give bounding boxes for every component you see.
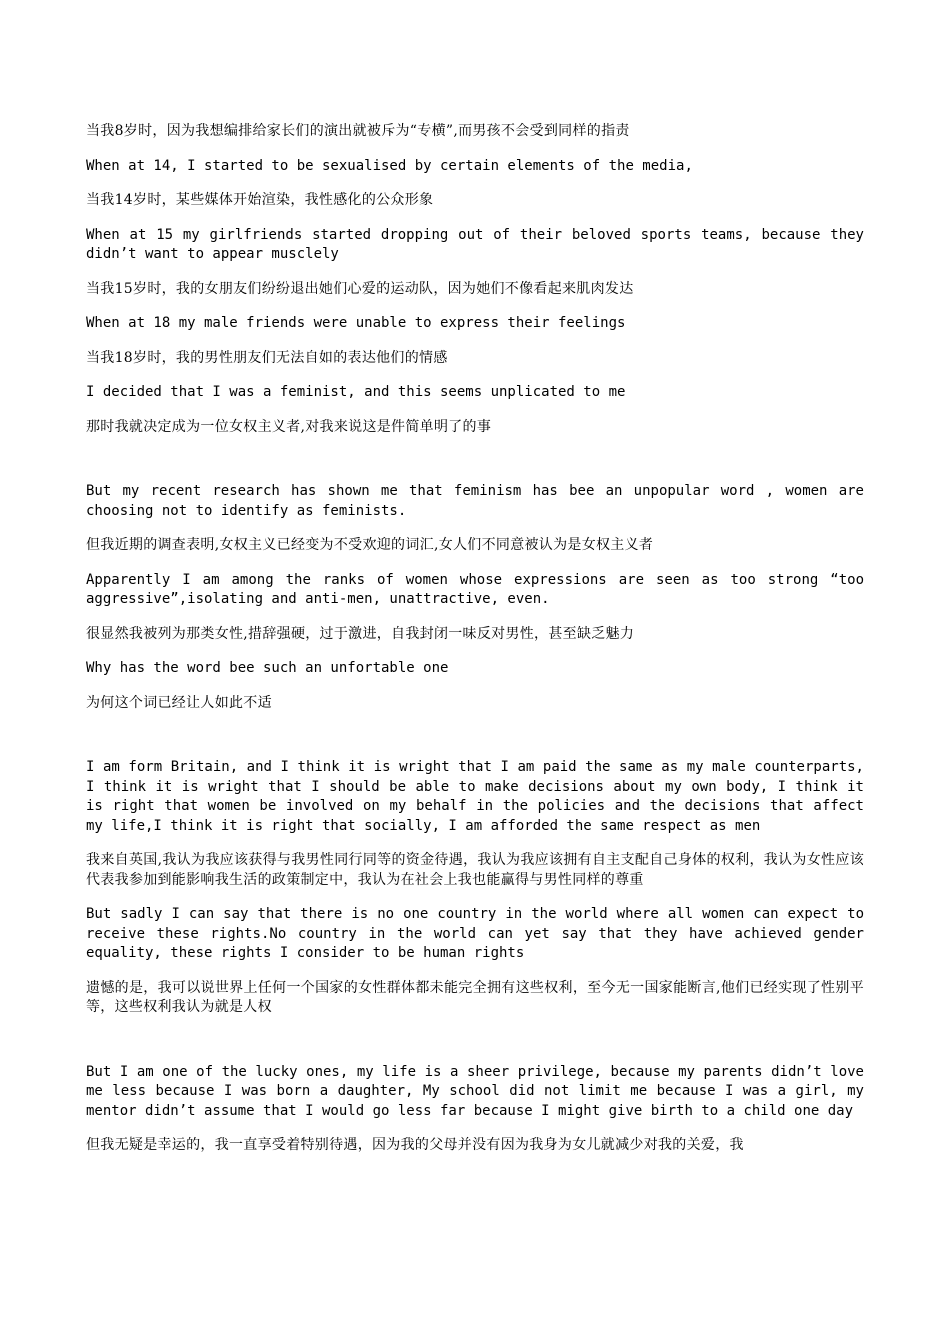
paragraph-age-18-zh: 当我18岁时，我的男性朋友们无法自如的表达他们的情感 — [86, 349, 448, 366]
paragraph-age-14-en: When at 14, I started to be sexualised by certain elements of the media, — [86, 157, 693, 174]
paragraph-why-word-zh: 为何这个词已经让人如此不适 — [86, 694, 272, 711]
paragraph-why-word-en: Why has the word bee such an unfortable one — [86, 660, 449, 676]
paragraph-britain-en: I am form Britain, and I think it is wright that I am paid the same as my male counterparts, I think it is wright that I should be able to make decisions about my own body, I think it is right that women be involved on my behalf in the policies and the decisions that affect my life,I think it is right that socially, I am afforded the same respect as men — [86, 759, 864, 834]
section-gap — [86, 1033, 864, 1063]
paragraph-britain-zh: 我来自英国,我认为我应该获得与我男性同行同等的资金待遇，我认为我应该拥有自主支配自己身体的权利，我认为女性应该代表我参加到能影响我生活的政策制定中，我认为在社会上我也能赢得与男性同样的尊重 — [86, 852, 864, 888]
paragraph-apparently-zh: 很显然我被列为那类女性,措辞强硬，过于激进，自我封闭一味反对男性，甚至缺乏魅力 — [86, 625, 635, 642]
section-gap — [86, 728, 864, 758]
paragraph-age-15-en: When at 15 my girlfriends started dropping out of their beloved sports teams, because they didn’t want to appear musclely — [86, 226, 864, 262]
paragraph-age-15-zh: 当我15岁时，我的女朋友们纷纷退出她们心爱的运动队，因为她们不像看起来肌肉发达 — [86, 280, 634, 297]
paragraph-age-8-zh: 当我8岁时，因为我想编排给家长们的演出就被斥为“专横”,而男孩不会受到同样的指责 — [86, 123, 630, 139]
paragraph-lucky-en: But I am one of the lucky ones, my life is a sheer privilege, because my parents didn’t love me less because I was born a daughter, My school did not limit me because I was a girl, my mentor didn’t assume that I would go less far because I might give birth to a child one day — [86, 1063, 864, 1119]
paragraph-lucky-zh: 但我无疑是幸运的，我一直享受着特别待遇，因为我的父母并没有因为我身为女儿就减少对我的关爱，我 — [86, 1137, 744, 1153]
paragraph-feminist-decision-zh: 那时我就决定成为一位女权主义者,对我来说这是件简单明了的事 — [86, 418, 492, 435]
paragraph-feminist-decision-en: I decided that I was a feminist, and this seems unplicated to me — [86, 384, 626, 400]
paragraph-research-en: But my recent research has shown me that feminism has bee an unpopular word , women are choosing not to identify as feminists. — [86, 483, 864, 519]
section-gap — [86, 452, 864, 482]
paragraph-no-country-en: But sadly I can say that there is no one country in the world where all women can expect to receive these rights.No country in the world can yet say that they have achieved gender equality, these rights I consider to be human rights — [86, 906, 864, 961]
paragraph-apparently-en: Apparently I am among the ranks of women whose expressions are seen as too strong “too aggressive”,isolating and anti-men, unattractive, even. — [86, 571, 864, 607]
paragraph-no-country-zh: 遗憾的是，我可以说世界上任何一个国家的女性群体都未能完全拥有这些权利，至今无一国家能断言,他们已经实现了性别平等，这些权利我认为就是人权 — [86, 979, 864, 1015]
paragraph-age-18-en: When at 18 my male friends were unable to express their feelings — [86, 315, 626, 331]
paragraph-age-14-zh: 当我14岁时，某些媒体开始渲染，我性感化的公众形象 — [86, 192, 434, 208]
paragraph-research-zh: 但我近期的调查表明,女权主义已经变为不受欢迎的词汇,女人们不同意被认为是女权主义者 — [86, 537, 654, 553]
document-page — [86, 122, 864, 1171]
